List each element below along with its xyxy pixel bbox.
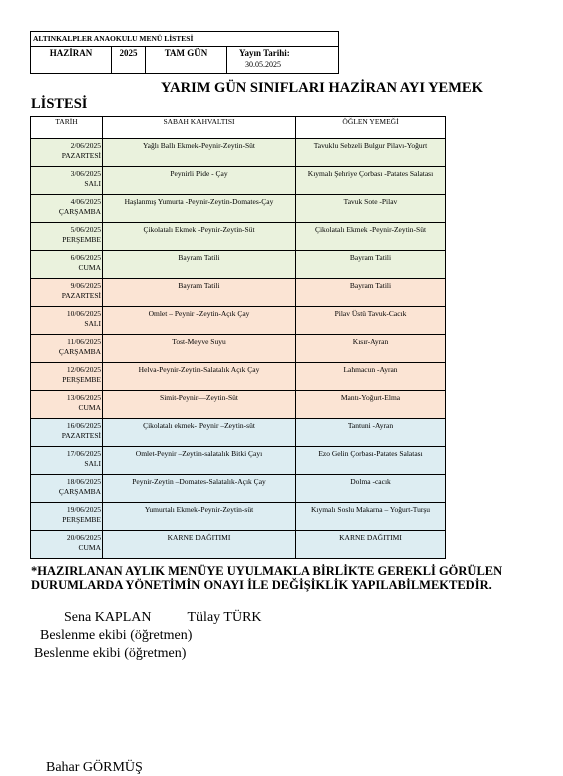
- breakfast-cell: KARNE DAĞITIMI: [103, 531, 296, 559]
- date-cell: [31, 391, 103, 419]
- table-row: [31, 447, 446, 475]
- date-cell: [31, 531, 103, 559]
- date-value: 9/06/2025: [70, 281, 101, 290]
- day-value: SALI: [84, 178, 101, 188]
- date-value: 6/06/2025: [70, 253, 101, 262]
- date-value: 3/06/2025: [70, 169, 101, 178]
- breakfast-cell: Çikolatalı Ekmek -Peynir-Zeytin-Süt: [103, 223, 296, 251]
- publish-date: 30.05.2025: [245, 60, 281, 69]
- signature-name-2: Tülay TÜRK: [187, 610, 262, 625]
- lunch-cell: Bayram Tatili: [296, 251, 446, 279]
- publish-label: Yayın Tarihi:: [239, 48, 290, 58]
- date-cell: [31, 307, 103, 335]
- date-cell: [31, 195, 103, 223]
- day-value: ÇARŞAMBA: [58, 486, 101, 496]
- date-value: 10/06/2025: [66, 309, 101, 318]
- column-header-lunch: ÖĞLEN YEMEĞİ: [296, 117, 446, 139]
- menu-table: [30, 116, 446, 559]
- date-value: 16/06/2025: [66, 421, 101, 430]
- lunch-cell: Ezo Gelin Çorbası-Patates Salatası: [296, 447, 446, 475]
- breakfast-cell: Peynir-Zeytin –Domates-Salatalık-Açık Çay: [103, 475, 296, 503]
- breakfast-cell: Simit-Peynir—Zeytin-Süt: [103, 391, 296, 419]
- lunch-cell: KARNE DAĞITIMI: [296, 531, 446, 559]
- table-row: [31, 251, 446, 279]
- column-header-breakfast: SABAH KAHVALTISI: [103, 117, 296, 139]
- lunch-cell: Kıymalı Soslu Makarna – Yoğurt-Turşu: [296, 503, 446, 531]
- lunch-cell: Kısır-Ayran: [296, 335, 446, 363]
- breakfast-cell: Çikolatalı ekmek- Peynir –Zeytin-süt: [103, 419, 296, 447]
- date-value: 19/06/2025: [66, 505, 101, 514]
- lunch-cell: Tavuk Sote -Pilav: [296, 195, 446, 223]
- breakfast-cell: Haşlanmış Yumurta -Peynir-Zeytin-Domates-Çay: [103, 195, 296, 223]
- lunch-cell: Tantuni -Ayran: [296, 419, 446, 447]
- table-row: [31, 307, 446, 335]
- signature-name-cut-off: Bahar GÖRMÜŞ: [46, 760, 143, 775]
- date-value: 12/06/2025: [66, 365, 101, 374]
- lunch-cell: Mantı-Yoğurt-Elma: [296, 391, 446, 419]
- date-cell: [31, 363, 103, 391]
- date-value: 13/06/2025: [66, 393, 101, 402]
- month-cell: HAZİRAN: [31, 47, 112, 74]
- column-header-date: TARİH: [31, 117, 103, 139]
- day-value: PERŞEMBE: [62, 234, 101, 244]
- signature-names: [64, 610, 262, 626]
- day-value: PAZARTESİ: [61, 290, 101, 300]
- table-row: [31, 363, 446, 391]
- menu-note: *HAZIRLANAN AYLIK MENÜYE UYULMAKLA BİRLİKTE GEREKLİ GÖRÜLEN DURUMLARDA YÖNETİMİN ONAYI İLE DEĞİŞİKLİK YAPILABİLMEKTEDİR.: [31, 564, 503, 592]
- day-value: PAZARTESİ: [61, 430, 101, 440]
- lunch-cell: Tavuklu Sebzeli Bulgur Pilavı-Yoğurt: [296, 139, 446, 167]
- breakfast-cell: Bayram Tatili: [103, 251, 296, 279]
- table-row: [31, 279, 446, 307]
- day-value: SALI: [84, 458, 101, 468]
- menu-table-body: [31, 139, 446, 559]
- publish-cell: [227, 47, 339, 74]
- breakfast-cell: Omlet-Peynir –Zeytin-salatalık Bitki Çayı: [103, 447, 296, 475]
- day-value: PERŞEMBE: [62, 374, 101, 384]
- table-row: [31, 419, 446, 447]
- table-row: [31, 223, 446, 251]
- date-value: 4/06/2025: [70, 197, 101, 206]
- day-value: ÇARŞAMBA: [58, 346, 101, 356]
- date-value: 18/06/2025: [66, 477, 101, 486]
- date-cell: [31, 419, 103, 447]
- day-value: CUMA: [78, 542, 101, 552]
- date-cell: [31, 447, 103, 475]
- breakfast-cell: Omlet – Peynir -Zeytin-Açık Çay: [103, 307, 296, 335]
- lunch-cell: Bayram Tatili: [296, 279, 446, 307]
- lunch-cell: Dolma -cacık: [296, 475, 446, 503]
- page-title: YARIM GÜN SINIFLARI HAZİRAN AYI YEMEK: [161, 80, 483, 96]
- header-box: [30, 31, 339, 74]
- type-cell: TAM GÜN: [146, 47, 227, 74]
- lunch-cell: Çikolatalı Ekmek -Peynir-Zeytin-Süt: [296, 223, 446, 251]
- lunch-cell: Pilav Üstü Tavuk-Cacık: [296, 307, 446, 335]
- table-row: [31, 139, 446, 167]
- table-row: [31, 391, 446, 419]
- table-header-row: [31, 117, 446, 139]
- school-title: ALTINKALPLER ANAOKULU MENÜ LİSTESİ: [31, 32, 339, 47]
- signature-role-2: Beslenme ekibi (öğretmen): [34, 646, 187, 661]
- day-value: ÇARŞAMBA: [58, 206, 101, 216]
- day-value: CUMA: [78, 262, 101, 272]
- date-cell: [31, 475, 103, 503]
- date-value: 17/06/2025: [66, 449, 101, 458]
- date-value: 5/06/2025: [70, 225, 101, 234]
- table-row: [31, 195, 446, 223]
- lunch-cell: Kıymalı Şehriye Çorbası -Patates Salatası: [296, 167, 446, 195]
- lunch-cell: Lahmacun -Ayran: [296, 363, 446, 391]
- table-row: [31, 167, 446, 195]
- breakfast-cell: Yağlı Ballı Ekmek-Peynir-Zeytin-Süt: [103, 139, 296, 167]
- table-row: [31, 475, 446, 503]
- date-value: 11/06/2025: [67, 337, 101, 346]
- breakfast-cell: Yumurtalı Ekmek-Peynir-Zeytin-süt: [103, 503, 296, 531]
- breakfast-cell: Tost-Meyve Suyu: [103, 335, 296, 363]
- day-value: PAZARTESİ: [61, 150, 101, 160]
- breakfast-cell: Helva-Peynir-Zeytin-Salatalık Açık Çay: [103, 363, 296, 391]
- date-cell: [31, 251, 103, 279]
- date-cell: [31, 335, 103, 363]
- date-cell: [31, 503, 103, 531]
- year-cell: 2025: [112, 47, 146, 74]
- date-value: 20/06/2025: [66, 533, 101, 542]
- date-value: 2/06/2025: [70, 141, 101, 150]
- table-row: [31, 503, 446, 531]
- breakfast-cell: Bayram Tatili: [103, 279, 296, 307]
- date-cell: [31, 279, 103, 307]
- date-cell: [31, 223, 103, 251]
- breakfast-cell: Peynirli Pide - Çay: [103, 167, 296, 195]
- date-cell: [31, 139, 103, 167]
- day-value: SALI: [84, 318, 101, 328]
- table-row: [31, 531, 446, 559]
- signature-role-1: Beslenme ekibi (öğretmen): [40, 628, 193, 643]
- table-row: [31, 335, 446, 363]
- date-cell: [31, 167, 103, 195]
- day-value: CUMA: [78, 402, 101, 412]
- day-value: PERŞEMBE: [62, 514, 101, 524]
- signature-name-1: Sena KAPLAN: [64, 610, 152, 625]
- page-title-continued: LİSTESİ: [31, 96, 88, 112]
